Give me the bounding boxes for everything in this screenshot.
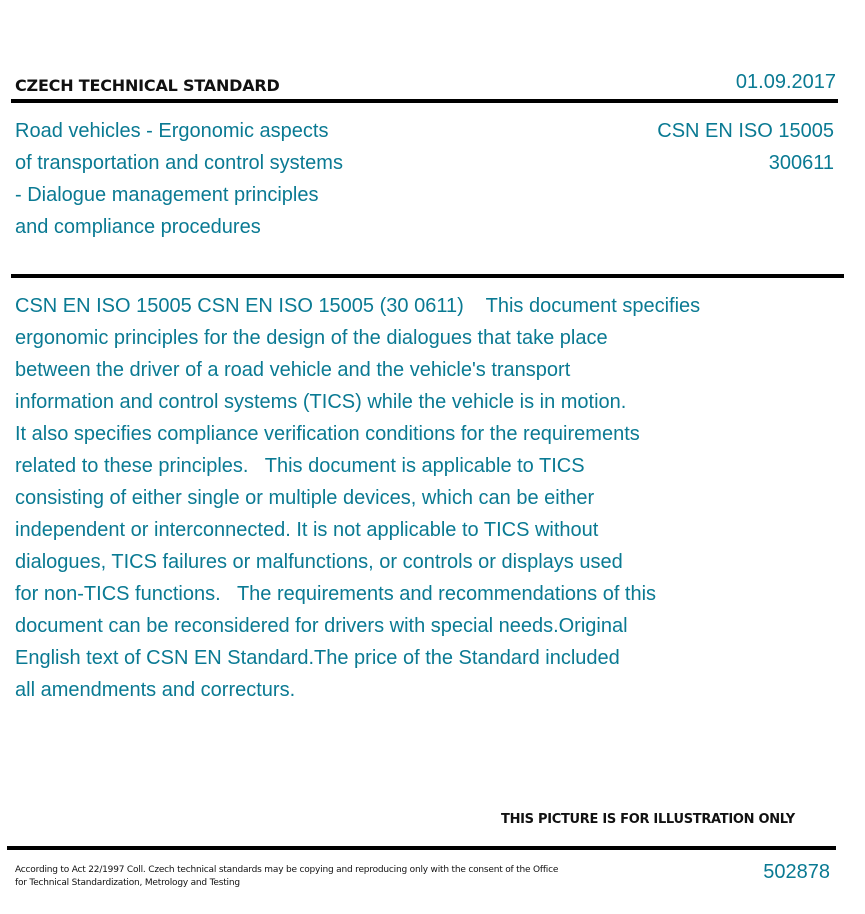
abstract-line: ergonomic principles for the design of the dialogues that take place [15, 327, 608, 349]
footer-divider [7, 846, 836, 850]
standard-identifiers [657, 115, 834, 179]
abstract-line: dialogues, TICS failures or malfunctions, or controls or displays used [15, 551, 623, 573]
abstract-line: CSN EN ISO 15005 CSN EN ISO 15005 (30 0611) This document specifies [15, 295, 701, 317]
abstract-text [15, 290, 700, 706]
abstract-line: for non-TICS functions. The requirements and recommendations of this [15, 583, 657, 605]
document-code: 502878 [763, 861, 830, 883]
abstract-line: consisting of either single or multiple devices, which can be either [15, 487, 595, 509]
legal-note [15, 864, 558, 890]
standard-title [15, 115, 343, 243]
abstract-line: It also specifies compliance verification conditions for the requirements [15, 423, 640, 445]
standard-class-code: 300611 [768, 152, 834, 174]
abstract-line: information and control systems (TICS) while the vehicle is in motion. [15, 391, 627, 413]
document-header-title: CZECH TECHNICAL STANDARD [15, 76, 280, 95]
legal-note-line: for Technical Standardization, Metrology and Testing [15, 878, 240, 888]
abstract-line: all amendments and correcturs. [15, 679, 296, 701]
standard-designation: CSN EN ISO 15005 [657, 120, 834, 142]
standard-title-line: - Dialogue management principles [15, 184, 319, 206]
standard-title-line: and compliance procedures [15, 216, 261, 238]
standard-title-line: of transportation and control systems [15, 152, 343, 174]
abstract-line: English text of CSN EN Standard.The price of the Standard included [15, 647, 620, 669]
standard-title-line: Road vehicles - Ergonomic aspects [15, 120, 329, 142]
abstract-line: between the driver of a road vehicle and the vehicle's transport [15, 359, 571, 381]
abstract-line: independent or interconnected. It is not applicable to TICS without [15, 519, 599, 541]
document-date: 01.09.2017 [735, 71, 836, 93]
abstract-line: document can be reconsidered for drivers with special needs.Original [15, 615, 628, 637]
header-divider [11, 99, 838, 103]
legal-note-line: According to Act 22/1997 Coll. Czech technical standards may be copying and reproducing only with the consent of the Office [15, 865, 559, 875]
abstract-line: related to these principles. This document is applicable to TICS [15, 455, 585, 477]
illustration-note: THIS PICTURE IS FOR ILLUSTRATION ONLY [501, 812, 795, 827]
title-divider [11, 274, 844, 278]
